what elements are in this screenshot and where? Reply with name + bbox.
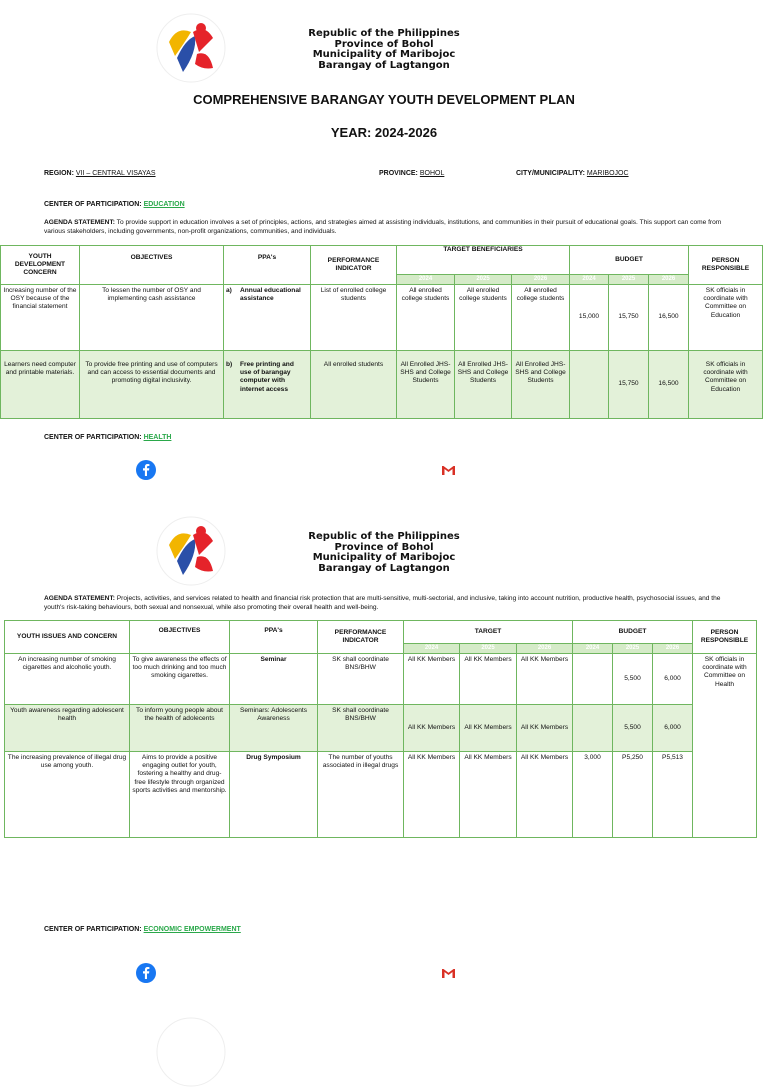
- col-objectives: OBJECTIVES: [130, 621, 230, 654]
- col-budget: BUDGET: [573, 621, 693, 644]
- sk-logo: [155, 12, 227, 84]
- letterhead: [284, 532, 484, 574]
- doc-title: COMPREHENSIVE BARANGAY YOUTH DEVELOPMENT PLAN: [193, 92, 575, 107]
- header-line-3: Municipality of Maribojoc: [312, 552, 456, 563]
- sk-logo: [155, 1016, 227, 1088]
- center-economic-value: ECONOMIC EMPOWERMENT: [143, 926, 241, 933]
- col-objectives: OBJECTIVES: [80, 246, 224, 285]
- region: REGION: VII – CENTRAL VISAYAS: [44, 170, 156, 177]
- budget-year-2026: 2026: [653, 644, 693, 654]
- target-year-2024: 2024: [397, 275, 455, 285]
- target-year-2024: 2024: [404, 644, 460, 654]
- letterhead: [284, 29, 484, 71]
- education-table: [0, 245, 763, 419]
- budget-year-2025: 2025: [609, 275, 649, 285]
- province-value: BOHOL: [419, 170, 445, 177]
- header-line-1: Republic of the Philippines: [308, 28, 460, 39]
- col-person: PERSON RESPONSIBLE: [689, 246, 763, 285]
- province: PROVINCE: BOHOL: [379, 170, 445, 177]
- center-education: CENTER OF PARTICIPATION: EDUCATION: [44, 201, 185, 208]
- col-target: TARGET: [404, 621, 573, 644]
- col-concern: YOUTH ISSUES AND CONCERN: [5, 621, 130, 654]
- col-concern: YOUTH DEVELOPMENT CONCERN: [1, 246, 80, 285]
- budget-year-2024: 2024: [570, 275, 609, 285]
- table-row: Learners need computer and printable materials. To provide free printing and use of computers and can access to essential documents and promoting digital inclusivity. b) Free printing and use of barangay computer with internet access All enrolled students All Enrolled JHS-SHS and College Students All Enrolled JHS-SHS and College Students All Enrolled JHS-SHS and College Students 15,750 16,500 SK officials in coordinate with Committee on Education: [1, 351, 763, 419]
- col-indicator: PERFORMANCE INDICATOR: [311, 246, 397, 285]
- header-line-2: Province of Bohol: [334, 541, 434, 553]
- col-person: PERSON RESPONSIBLE: [693, 621, 757, 654]
- center-education-value: EDUCATION: [143, 201, 185, 208]
- col-ppas: PPA's: [230, 621, 318, 654]
- table-row: An increasing number of smoking cigarettes and alcoholic youth. To give awareness the effects of too much drinking and too much smoking cigarettes. Seminar SK shall coordinate BNS/BHW All KK Members All KK Members All KK Members 5,500 6,000 SK officials in coordinate with Committee on Health: [5, 654, 757, 705]
- city-value: MARIBOJOC: [586, 170, 629, 177]
- header-line-4: Barangay of Lagtangon: [318, 562, 450, 574]
- table-row: The increasing prevalence of illegal drug use among youth. Aims to provide a positive engaging outlet for youth, fostering a healthy and drug-free lifestyle through organized sports activities and mentorship. Drug Symposium The number of youths associated in illegal drugs All KK Members All KK Members All KK Members 3,000 P5,250 P5,513: [5, 752, 757, 838]
- header-line-3: Municipality of Maribojoc: [312, 49, 456, 60]
- year-title: YEAR: 2024-2026: [330, 125, 438, 140]
- center-health: CENTER OF PARTICIPATION: HEALTH: [44, 434, 172, 441]
- col-ppas: PPA's: [224, 246, 311, 285]
- target-year-2026: 2026: [517, 644, 573, 654]
- agenda-health: AGENDA STATEMENT: Projects, activities, and services related to health and financial risk protection that are multi-sensitive, multi-sectorial, and inclusive, taking into account nutrition, productive health, psychosocial issues, and the youth's risk-taking behaviours, both sexual and nonsexual, while also promoting their overall health and well-being.: [44, 595, 721, 611]
- agenda-education: AGENDA STATEMENT: To provide support in education involves a set of principles, actions, and strategies aimed at assisting individuals, institutions, and communities in their pursuit of educational goals. This support can come from various stakeholders, including governments, non-profit organizations, communities, and individuals.: [44, 219, 722, 235]
- facebook-icon[interactable]: [136, 963, 156, 983]
- target-year-2025: 2025: [455, 275, 512, 285]
- target-year-2025: 2025: [460, 644, 517, 654]
- col-target: TARGET BENEFICIARIES: [397, 246, 570, 275]
- header-line-2: Province of Bohol: [334, 38, 434, 50]
- center-health-value: HEALTH: [143, 434, 172, 441]
- budget-year-2024: 2024: [573, 644, 613, 654]
- sk-logo: [155, 515, 227, 587]
- col-indicator: PERFORMANCE INDICATOR: [318, 621, 404, 654]
- budget-year-2025: 2025: [613, 644, 653, 654]
- center-economic: CENTER OF PARTICIPATION: ECONOMIC EMPOWERMENT: [44, 926, 241, 933]
- city: CITY/MUNICIPALITY: MARIBOJOC: [516, 170, 629, 177]
- table-row: Increasing number of the OSY because of the financial statement To lessen the number of OSY and implementing cash assistance a) Annual educational assistance List of enrolled college students All enrolled college students All enrolled college students All enrolled college students 15,000 15,750 16,500 SK officials in coordinate with Committee on Education: [1, 285, 763, 351]
- gmail-icon[interactable]: [441, 968, 456, 979]
- table-row: Youth awareness regarding adolescent health To inform young people about the health of adolecents Seminars: Adolescents Awareness SK shall coordinate BNS/BHW All KK Members All KK Members All KK Members 5,500 6,000: [5, 705, 757, 752]
- gmail-icon[interactable]: [441, 465, 456, 476]
- header-line-1: Republic of the Philippines: [308, 531, 460, 542]
- health-table: [4, 620, 757, 838]
- col-budget: BUDGET: [570, 246, 689, 275]
- header-line-4: Barangay of Lagtangon: [318, 59, 450, 71]
- target-year-2026: 2026: [512, 275, 570, 285]
- region-value: VII – CENTRAL VISAYAS: [75, 170, 156, 177]
- facebook-icon[interactable]: [136, 460, 156, 480]
- budget-year-2026: 2026: [649, 275, 689, 285]
